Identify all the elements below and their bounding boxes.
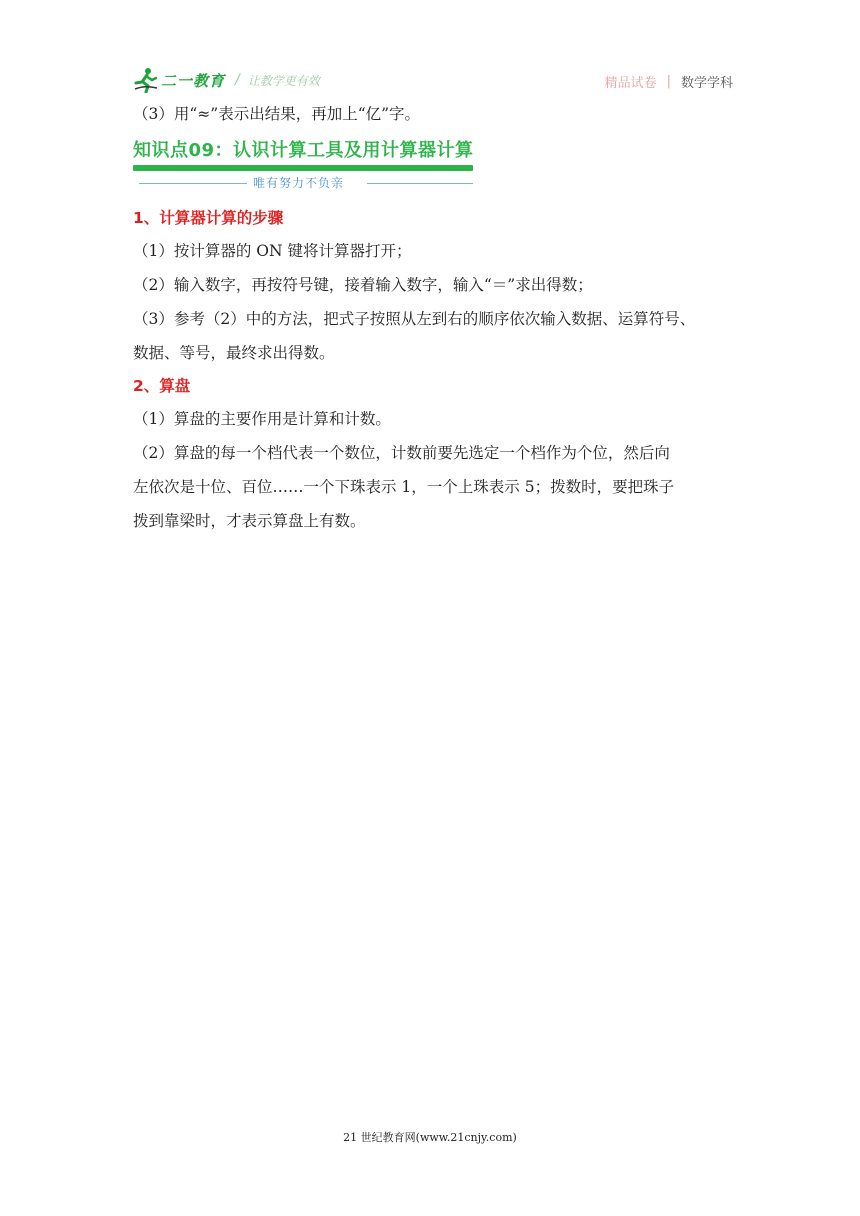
logo-text: 二一教育 [161,71,226,90]
header-label-subject: 数学学科 [680,76,733,91]
body-line: 拨到靠梁时，才表示算盘上有数。 [133,512,366,530]
brand-logo [133,66,320,94]
body-line: （1）按计算器的 ON 键将计算器打开； [133,242,412,260]
header-divider: | [666,74,671,89]
runner-logo-icon [133,67,159,93]
header-subject [605,72,733,91]
banner-subtitle: 唯有努力不负亲 [253,176,345,190]
body-line: （3）参考（2）中的方法，把式子按照从左到右的顺序依次输入数据、运算符号、 [133,310,696,328]
banner-bar [133,165,473,171]
subtitle-rule-left [139,183,247,184]
body-line: 左依次是十位、百位……一个下珠表示 1，一个上珠表示 5；拨数时，要把珠子 [133,478,675,496]
section-heading-calculator: 1、计算器计算的步骤 [133,209,284,227]
body-line: 数据、等号，最终求出得数。 [133,344,335,362]
page-header [133,66,733,96]
logo-separator: / [235,72,240,88]
subtitle-rule-right [367,183,473,184]
body-line: （2）算盘的每一个档代表一个数位，计数前要先选定一个档作为个位，然后向 [133,444,670,462]
header-label-quality: 精品试卷 [604,76,657,91]
body-line: （1）算盘的主要作用是计算和计数。 [133,410,391,428]
knowledge-point-title: 知识点09：认识计算工具及用计算器计算 [133,140,474,161]
intro-line: （3）用“≈”表示出结果，再加上“亿”字。 [133,105,421,123]
body-line: （2）输入数字，再按符号键，接着输入数字，输入“＝”求出得数； [133,276,593,294]
logo-slogan: 让教学更有效 [247,73,320,88]
section-heading-abacus: 2、算盘 [133,377,191,395]
knowledge-point-banner [133,136,475,194]
page-footer: 21 世纪教育网(www.21cnjy.com) [343,1131,517,1144]
banner-subtitle-row [139,176,475,190]
